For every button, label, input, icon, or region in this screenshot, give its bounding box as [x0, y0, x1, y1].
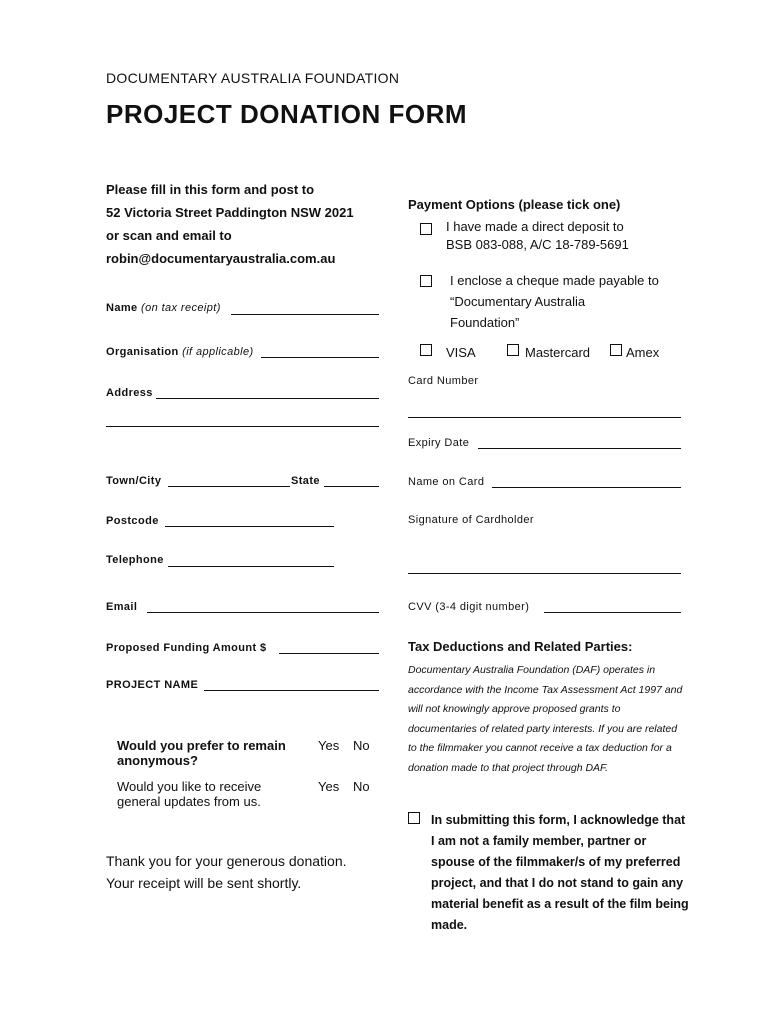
organisation-label: Organisation	[106, 346, 179, 358]
instructions-line-1: Please fill in this form and post to	[106, 182, 315, 197]
cheque-line-2: “Documentary Australia	[450, 294, 586, 309]
mastercard-checkbox[interactable]	[507, 344, 519, 356]
project-name-input-line[interactable]	[204, 690, 379, 691]
address-input-line-1[interactable]	[156, 398, 379, 399]
updates-question: Would you like to receive general updates from us.	[117, 779, 262, 809]
cheque-checkbox[interactable]	[420, 275, 432, 287]
telephone-input-line[interactable]	[168, 566, 334, 567]
project-name-label: PROJECT NAME	[106, 679, 199, 691]
address-input-line-2[interactable]	[106, 426, 379, 427]
expiry-date-input-line[interactable]	[478, 448, 681, 449]
cheque-line-3: Foundation”	[450, 315, 520, 330]
mastercard-label: Mastercard	[525, 345, 591, 360]
form-title: PROJECT DONATION FORM	[106, 99, 468, 129]
address-label: Address	[106, 387, 153, 399]
card-number-label: Card Number	[408, 375, 479, 387]
name-input-line[interactable]	[231, 314, 379, 315]
updates-yes-option[interactable]: Yes	[318, 779, 340, 794]
instructions-email: robin@documentaryaustralia.com.au	[106, 251, 336, 266]
deposit-checkbox[interactable]	[420, 223, 432, 235]
tax-body-text: Documentary Australia Foundation (DAF) operates in accordance with the Income Tax Assessment Act 1997 and will not knowingly approve proposed grants to documentaries of related party interests. If you are related to the filmmaker you cannot receive a tax deduction for a donation made to that project through DAF.	[408, 664, 683, 774]
postcode-label: Postcode	[106, 515, 159, 527]
anonymous-yes-option[interactable]: Yes	[318, 738, 340, 753]
amount-label: Proposed Funding Amount $	[106, 642, 267, 654]
amount-input-line[interactable]	[279, 653, 379, 654]
card-number-input-line[interactable]	[408, 417, 681, 418]
amex-checkbox[interactable]	[610, 344, 622, 356]
town-input-line[interactable]	[168, 486, 290, 487]
signature-input-line[interactable]	[408, 573, 681, 574]
thank-you-line-2: Your receipt will be sent shortly.	[106, 875, 302, 891]
signature-label: Signature of Cardholder	[408, 514, 534, 526]
cvv-input-line[interactable]	[544, 612, 681, 613]
name-on-card-input-line[interactable]	[492, 487, 681, 488]
state-input-line[interactable]	[324, 486, 379, 487]
name-on-card-label: Name on Card	[408, 476, 485, 488]
visa-checkbox[interactable]	[420, 344, 432, 356]
payment-heading: Payment Options (please tick one)	[408, 197, 621, 212]
updates-no-option[interactable]: No	[353, 779, 370, 794]
organisation-hint: (if applicable)	[182, 346, 254, 358]
cvv-label: CVV (3-4 digit number)	[408, 601, 530, 613]
expiry-date-label: Expiry Date	[408, 437, 470, 449]
deposit-line-2: BSB 083-088, A/C 18-789-5691	[446, 237, 629, 252]
telephone-label: Telephone	[106, 554, 164, 566]
organization-name: DOCUMENTARY AUSTRALIA FOUNDATION	[106, 70, 400, 86]
deposit-line-1: I have made a direct deposit to	[446, 219, 624, 234]
postcode-input-line[interactable]	[165, 526, 334, 527]
cheque-line-1: I enclose a cheque made payable to	[450, 273, 659, 288]
name-hint: (on tax receipt)	[141, 302, 221, 314]
organisation-input-line[interactable]	[261, 357, 379, 358]
amex-label: Amex	[626, 345, 660, 360]
cheque-option-text	[450, 270, 659, 333]
visa-label: VISA	[446, 345, 476, 360]
instructions-line-3: or scan and email to	[106, 228, 232, 243]
deposit-option-text	[446, 218, 629, 254]
name-label: Name	[106, 302, 138, 314]
anonymous-no-option[interactable]: No	[353, 738, 370, 753]
tax-heading: Tax Deductions and Related Parties:	[408, 639, 633, 654]
organisation-field-label	[106, 346, 254, 358]
town-label: Town/City	[106, 475, 162, 487]
email-label: Email	[106, 601, 138, 613]
email-input-line[interactable]	[147, 612, 379, 613]
acknowledgement-checkbox[interactable]	[408, 812, 420, 824]
thank-you-line-1: Thank you for your generous donation.	[106, 853, 347, 869]
anonymous-question: Would you prefer to remain anonymous?	[117, 738, 286, 768]
name-field-label	[106, 302, 221, 314]
acknowledgement-text: In submitting this form, I acknowledge that I am not a family member, partner or spouse of the filmmaker/s of my preferred project, and that I do not stand to gain any material benefit as a result of the film being made.	[431, 813, 689, 932]
thank-you-message	[106, 850, 347, 894]
state-label: State	[291, 475, 320, 487]
instructions-line-2: 52 Victoria Street Paddington NSW 2021	[106, 205, 354, 220]
